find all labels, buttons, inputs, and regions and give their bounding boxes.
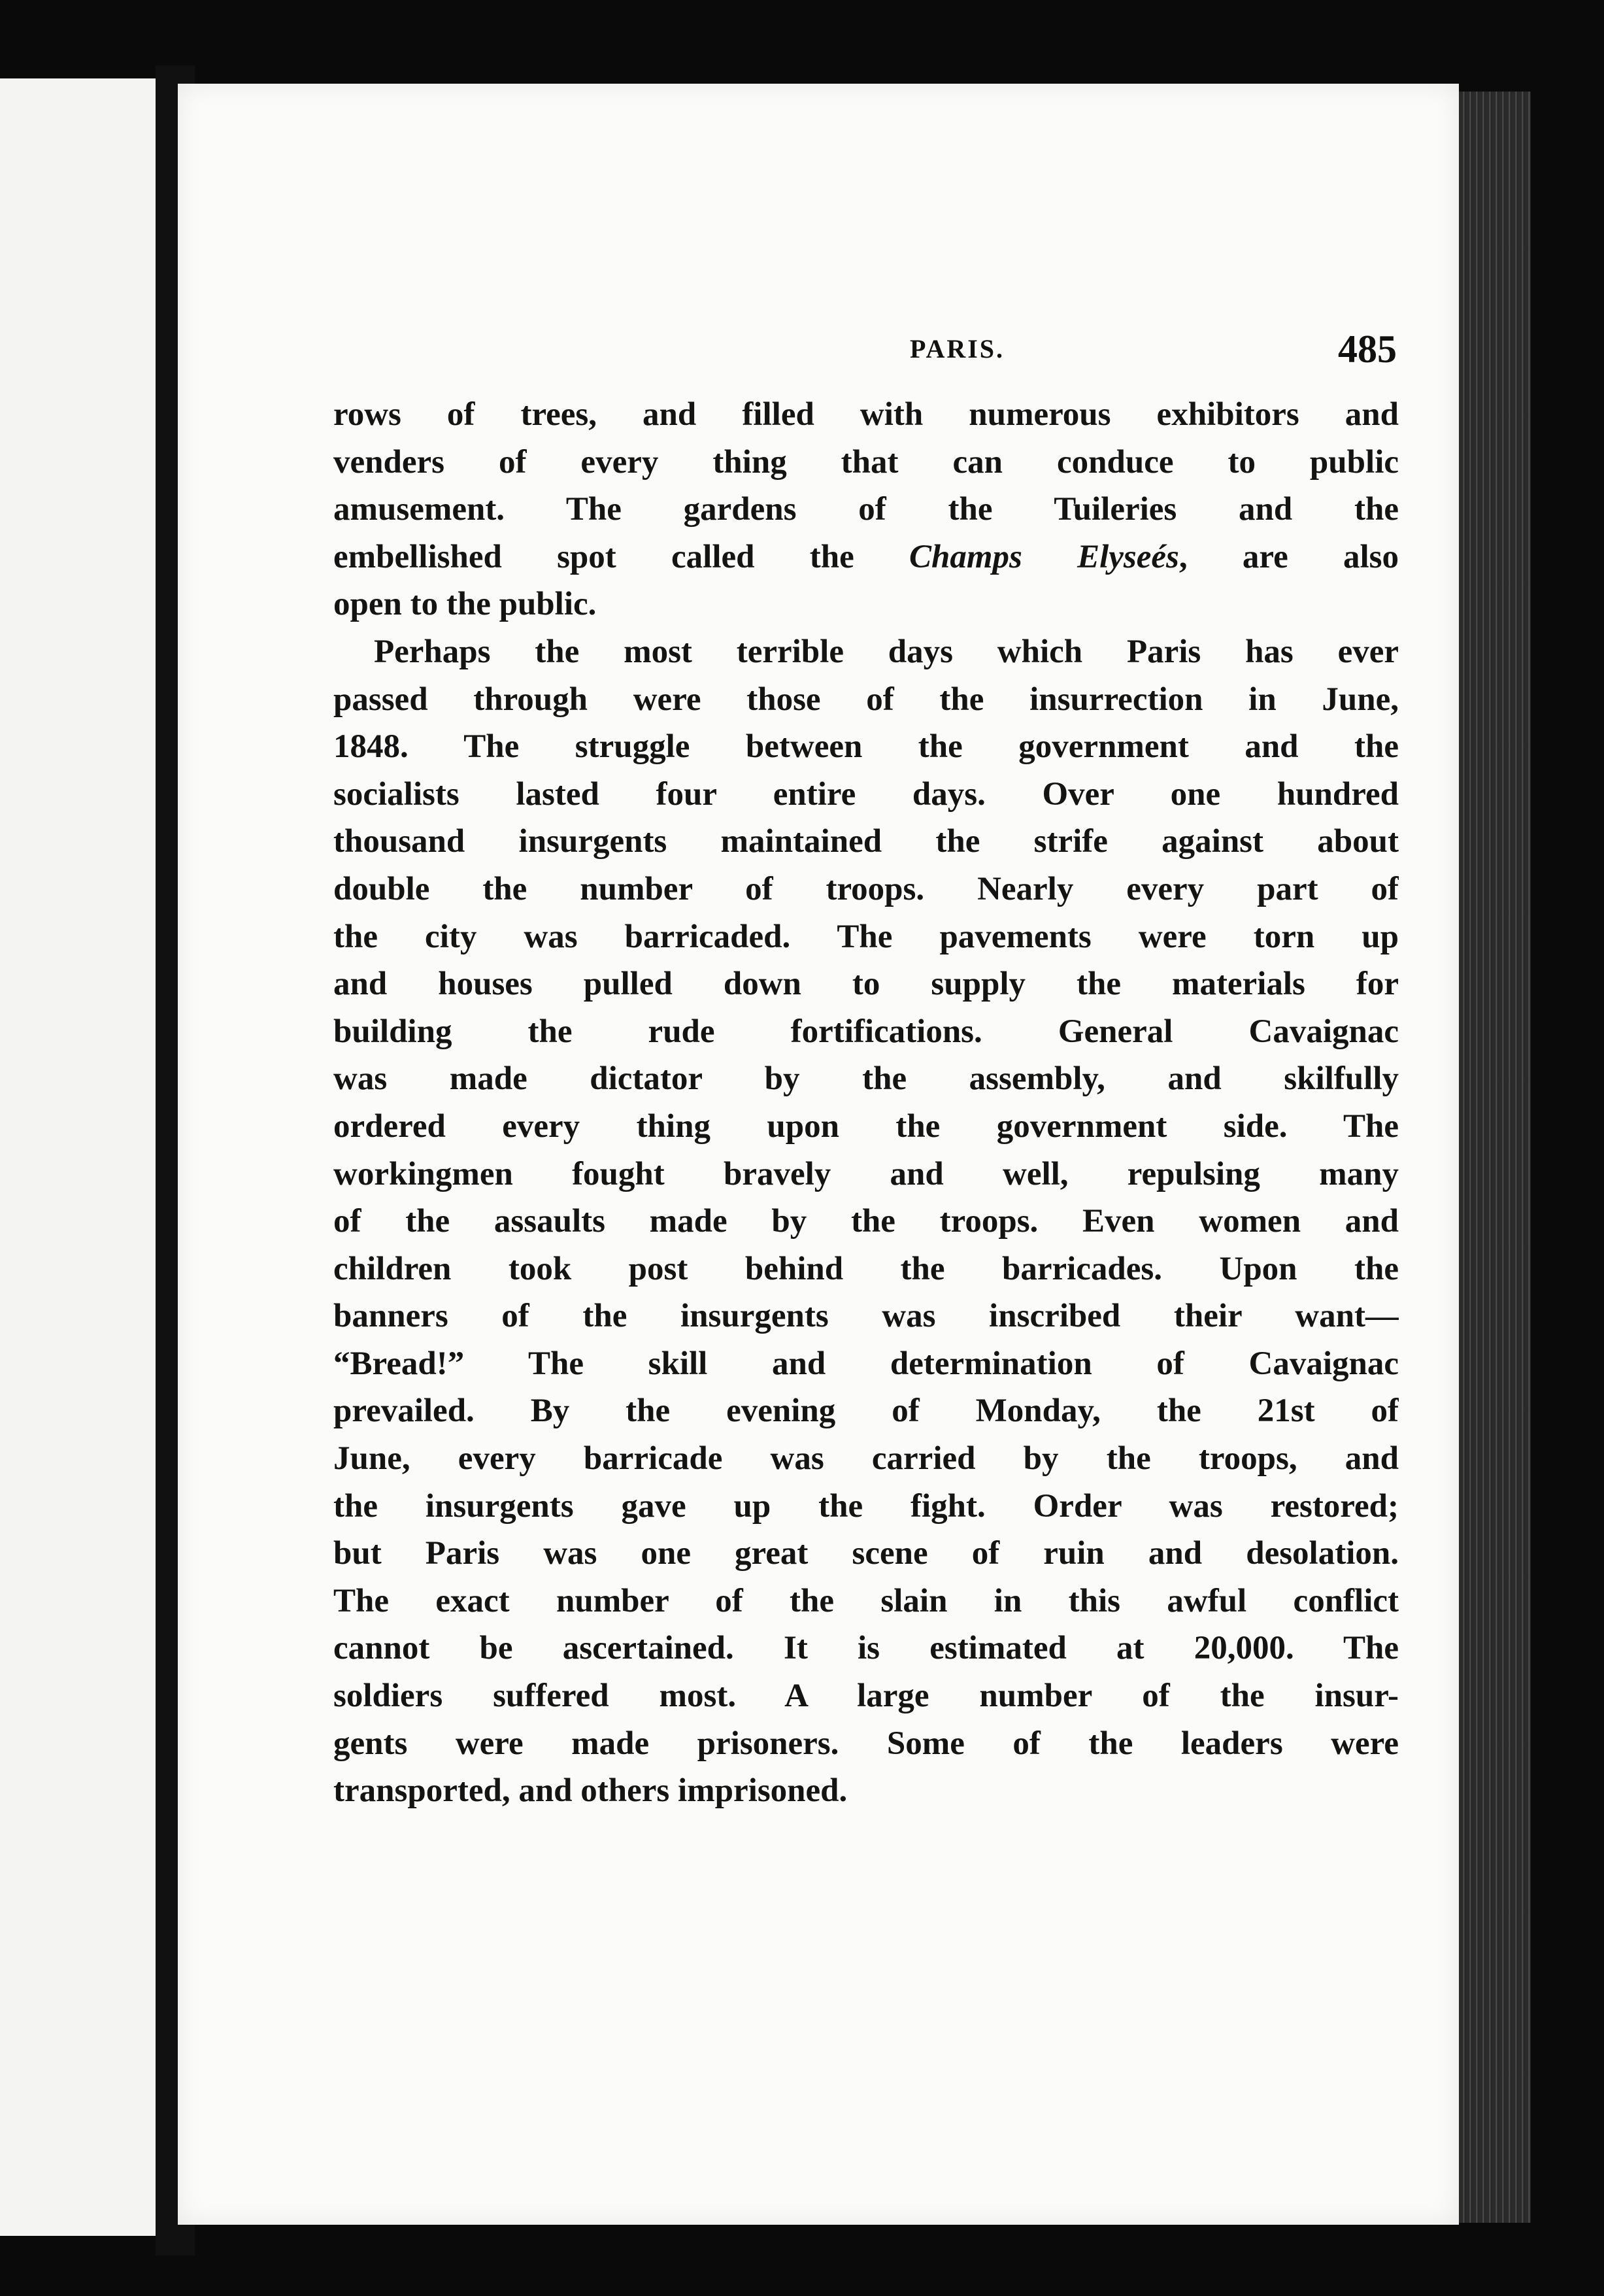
text-line: venders of every thing that can conduce to public — [333, 443, 1399, 481]
body-text — [333, 391, 1399, 1815]
text-line: prevailed. By the evening of Monday, the 21st of — [333, 1393, 1399, 1430]
text-line: double the number of troops. Nearly every part of — [333, 870, 1399, 907]
text-line: 1848. The struggle between the government and the — [333, 728, 1399, 766]
text-line: June, every barricade was carried by the troops, and — [333, 1440, 1399, 1477]
text-line: of the assaults made by the troops. Even women and — [333, 1203, 1399, 1240]
text-line: soldiers suffered most. A large number of the insur- — [333, 1678, 1399, 1715]
text-line: cannot be ascertained. It is estimated at 20,000. The — [333, 1630, 1399, 1667]
text-line: open to the public. — [333, 586, 597, 623]
text-line-with-italic — [333, 533, 1399, 581]
text-line: passed through were those of the insurrection in June, — [333, 681, 1399, 718]
text-line: The exact number of the slain in this awful conflict — [333, 1582, 1399, 1619]
text-line: workingmen fought bravely and well, repulsing many — [333, 1155, 1399, 1192]
text-line: the city was barricaded. The pavements were torn up — [333, 918, 1399, 955]
text-line: and houses pulled down to supply the materials for — [333, 966, 1399, 1003]
text-line: the insurgents gave up the fight. Order was restored; — [333, 1487, 1399, 1525]
running-head — [335, 327, 1397, 379]
text-line: gents were made prisoners. Some of the leaders were — [333, 1725, 1399, 1762]
running-title: PARIS. — [910, 334, 1005, 363]
text-line: rows of trees, and filled with numerous exhibitors and — [333, 396, 1399, 433]
italic-phrase: Champs Elyseés — [909, 538, 1179, 575]
book-page — [178, 84, 1459, 2225]
text-fragment: embellished spot called the — [333, 538, 909, 575]
text-line: Perhaps the most terrible days which Paris has ever — [374, 633, 1399, 670]
text-line: children took post behind the barricades. Upon the — [333, 1250, 1399, 1287]
text-line: was made dictator by the assembly, and skilfully — [333, 1060, 1399, 1098]
text-line: “Bread!” The skill and determination of Cavaignac — [333, 1345, 1399, 1382]
text-line: building the rude fortifications. General Cavaignac — [333, 1013, 1399, 1050]
text-line: but Paris was one great scene of ruin and desolation. — [333, 1535, 1399, 1572]
text-line: thousand insurgents maintained the strife against about — [333, 823, 1399, 860]
text-line: ordered every thing upon the government side. The — [333, 1107, 1399, 1145]
text-line: transported, and others imprisoned. — [333, 1772, 848, 1810]
page-number: 485 — [1338, 328, 1397, 371]
text-line: socialists lasted four entire days. Over one hundred — [333, 775, 1399, 813]
text-line: banners of the insurgents was inscribed their want— — [333, 1298, 1399, 1335]
text-line: amusement. The gardens of the Tuileries and the — [333, 491, 1399, 528]
page-stack-edge — [1459, 92, 1531, 2223]
facing-page-edge — [0, 78, 156, 2236]
text-fragment: , are also — [1178, 538, 1399, 575]
